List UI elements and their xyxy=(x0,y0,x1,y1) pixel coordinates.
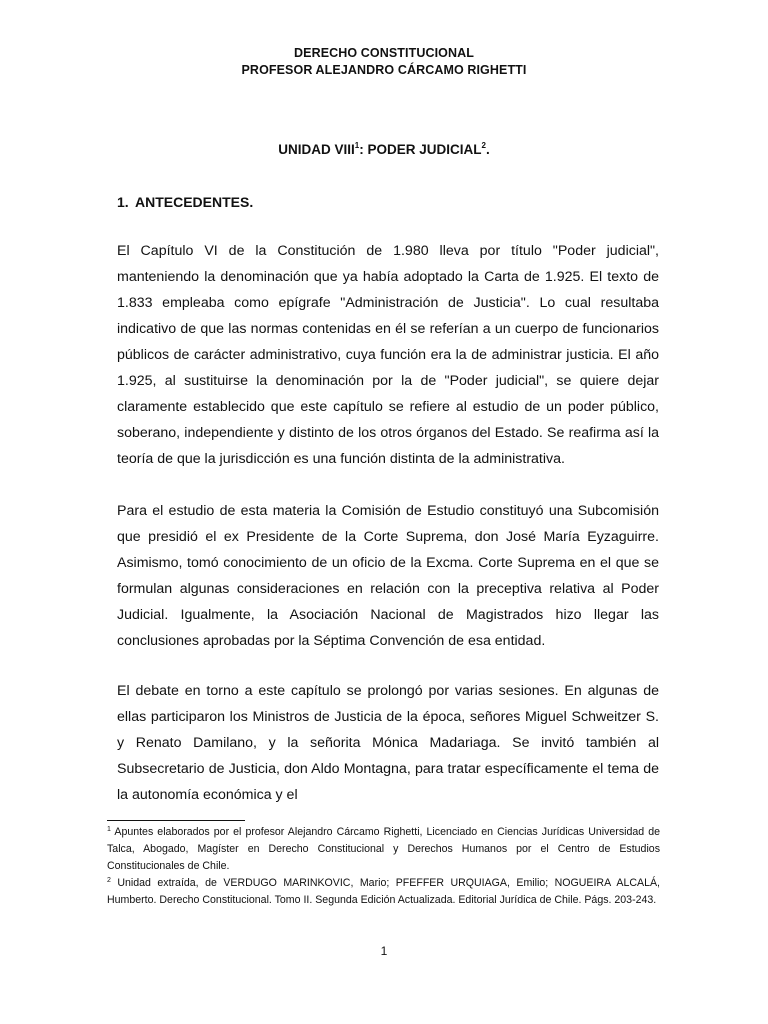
unit-title-part3: . xyxy=(485,142,490,157)
unit-title-part1: UNIDAD VIII xyxy=(278,142,355,157)
section-number: 1. xyxy=(117,194,129,210)
unit-title-part2: : PODER JUDICIAL xyxy=(359,142,482,157)
header-professor-name: PROFESOR ALEJANDRO CÁRCAMO RIGHETTI xyxy=(241,63,527,77)
footnote-2-text: Unidad extraída, de VERDUGO MARINKOVIC, Mario; PFEFFER URQUIAGA, Emilio; NOGUEIRA ALCALÁ, Humberto. Derecho Constitucional. Tomo II. Segunda Edición Actualizada. Editorial Jurídica de Chile. Págs. 203-243. xyxy=(107,877,660,906)
footnote-1-text: Apuntes elaborados por el profesor Alejandro Cárcamo Righetti, Licenciado en Ciencias Jurídicas Universidad de Talca, Abogado, Magíster en Derecho Constitucional y Derechos Humanos por el Centro de Estudios Constitucionales de Chile. xyxy=(107,826,660,872)
header-course-title: DERECHO CONSTITUCIONAL xyxy=(294,46,474,60)
section-title: ANTECEDENTES. xyxy=(135,194,254,210)
body-paragraph-2: Para el estudio de esta materia la Comisión de Estudio constituyó una Subcomisión que presidió el ex Presidente de la Corte Suprema, don José María Eyzaguirre. Asimismo, tomó conocimiento de un oficio de la Excma. Corte Suprema en el que se formulan algunas consideraciones en relación con la preceptiva relativa al Poder Judicial. Igualmente, la Asociación Nacional de Magistrados hizo llegar las conclusiones aprobadas por la Séptima Convención de esa entidad. xyxy=(117,503,659,649)
body-paragraph-3: El debate en torno a este capítulo se prolongó por varias sesiones. En algunas de ellas participaron los Ministros de Justicia de la época, señores Miguel Schweitzer S. y Renato Damilano, y la señorita Mónica Madariaga. Se invitó también al Subsecretario de Justicia, don Aldo Montagna, para tratar específicamente el tema de la autonomía económica y el xyxy=(117,683,659,803)
page-header xyxy=(0,45,768,79)
page-number: 1 xyxy=(380,944,388,958)
footnote-2-mark: 2 xyxy=(107,877,111,884)
section-heading xyxy=(117,194,253,210)
footnotes xyxy=(107,824,660,909)
footnote-2 xyxy=(107,875,660,909)
footnote-ref-1[interactable]: 1 xyxy=(354,141,360,150)
body-paragraph-1: El Capítulo VI de la Constitución de 1.980 lleva por título "Poder judicial", manteniendo la denominación que ya había adoptado la Carta de 1.925. El texto de 1.833 empleaba como epígrafe "Administración de Justicia". Lo cual resultaba indicativo de que las normas contenidas en él se referían a un cuerpo de funcionarios públicos de carácter administrativo, cuya función era la de administrar justicia. El año 1.925, al sustituirse la denominación por la de "Poder judicial", se quiere dejar claramente establecido que este capítulo se refiere al estudio de un poder público, soberano, independiente y distinto de los otros órganos del Estado. Se reafirma así la teoría de que la jurisdicción es una función distinta de la administrativa. xyxy=(117,243,659,467)
footnote-separator xyxy=(107,820,245,821)
footnote-1 xyxy=(107,824,660,875)
unit-title xyxy=(0,142,768,157)
footnote-1-mark: 1 xyxy=(107,826,111,833)
footnote-ref-2[interactable]: 2 xyxy=(481,141,486,150)
